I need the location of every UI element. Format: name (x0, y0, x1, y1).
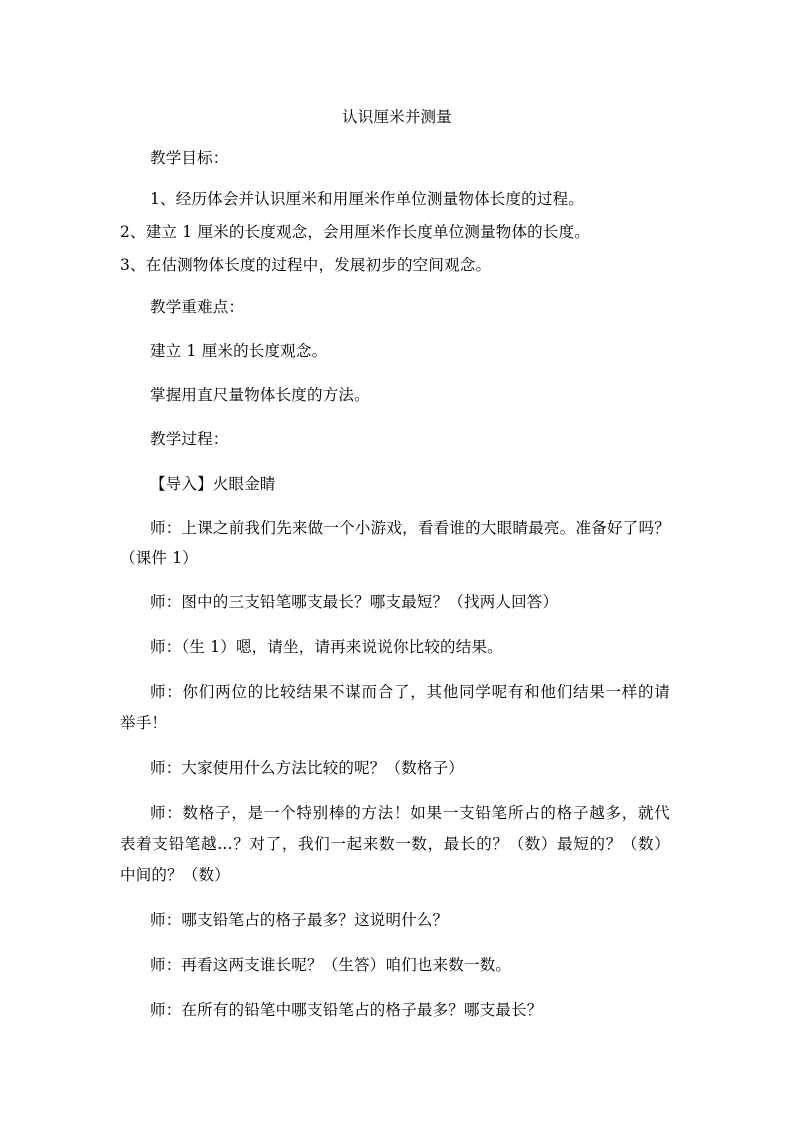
objective-item-2: 2、建立 1 厘米的长度观念，会用厘米作长度单位测量物体的长度。 (120, 223, 590, 241)
paragraph-6-line-2: 表着支铅笔越…？对了，我们一起来数一数，最长的？（数）最短的？（数） (120, 835, 670, 853)
objective-item-1: 1、经历体会并认识厘米和用厘米作单位测量物体长度的过程。 (150, 190, 584, 208)
paragraph-6-line-3: 中间的？（数） (120, 866, 230, 884)
paragraph-5: 师：大家使用什么方法比较的呢？（数格子） (150, 759, 465, 777)
key-point-item-1: 建立 1 厘米的长度观念。 (150, 342, 328, 360)
objective-item-3: 3、在估测物体长度的过程中，发展初步的空间观念。 (120, 256, 492, 274)
document-title: 认识厘米并测量 (342, 108, 452, 126)
paragraph-4-line-2: 举手！ (120, 714, 168, 732)
paragraph-1-line-1: 师：上课之前我们先来做一个小游戏，看看谁的大眼睛最亮。准备好了吗？ (150, 519, 670, 537)
paragraph-1-line-2: （课件 1） (120, 549, 198, 567)
paragraph-4-line-1: 师：你们两位的比较结果不谋而合了，其他同学呢有和他们结果一样的请 (150, 683, 670, 701)
paragraph-8: 师：再看这两支谁长呢？（生答）咱们也来数一数。 (150, 956, 512, 974)
objectives-heading: 教学目标： (150, 149, 229, 167)
paragraph-7: 师：哪支铅笔占的格子最多？这说明什么？ (150, 911, 449, 929)
section-intro-heading: 【导入】火眼金睛 (150, 475, 276, 493)
paragraph-2: 师：图中的三支铅笔哪支最长？哪支最短？（找两人回答） (150, 593, 559, 611)
paragraph-3: 师：（生 1）嗯，请坐，请再来说说你比较的结果。 (150, 638, 503, 656)
paragraph-9: 师：在所有的铅笔中哪支铅笔占的格子最多？哪支最长？ (150, 1001, 543, 1019)
key-point-item-2: 掌握用直尺量物体长度的方法。 (150, 386, 370, 404)
paragraph-6-line-1: 师：数格子，是一个特别棒的方法！如果一支铅笔所占的格子越多，就代 (150, 804, 670, 822)
key-points-heading: 教学重难点： (150, 298, 245, 316)
process-heading: 教学过程： (150, 430, 229, 448)
